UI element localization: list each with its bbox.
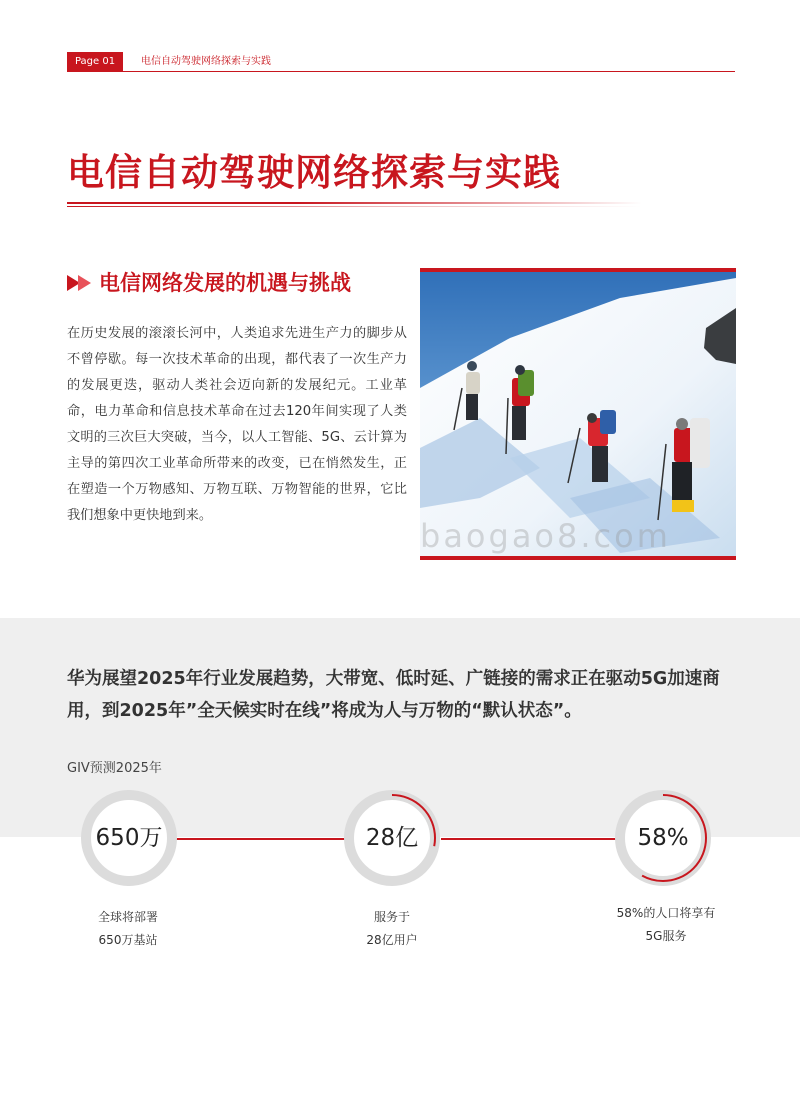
section-title: 电信网络发展的机遇与挑战 <box>99 271 351 295</box>
stat-description <box>53 906 203 952</box>
stat-circle-users <box>343 789 441 887</box>
stat-circle-base-stations <box>80 789 178 887</box>
stat-description-line: 5G服务 <box>645 929 687 943</box>
summary-text: 华为展望2025年行业发展趋势，大带宽、低时延、广链接的需求正在驱动5G加速商用，到2025年”全天候实时在线”将成为人与万物的“默认状态”。 <box>67 669 720 721</box>
page-header <box>67 52 735 72</box>
stat-description-line: 服务于 <box>373 910 410 924</box>
stat-value: 650万 <box>95 825 163 851</box>
stat-connector-line <box>441 838 633 840</box>
watermark-text: baogao8.com <box>420 517 671 555</box>
section-body-text: 在历史发展的滚滚长河中，人类追求先进生产力的脚步从不曾停歇。每一次技术革命的出现，都代表了一次生产力的发展更迭，驱动人类社会迈向新的发展纪元。工业革命，电力革命和信息技术革命在过去120年间实现了人类文明的三次巨大突破，当今，以人工智能、5G、云计算为主导的第四次工业革命所带来的改变，已在悄然发生，正在塑造一个万物感知、万物互联、万物智能的世界，它比我们想象中更快地到来。 <box>67 326 407 523</box>
title-underline <box>67 202 642 207</box>
stat-description <box>591 902 741 948</box>
stat-description <box>317 906 467 952</box>
forecast-label: GIV预测2025年 <box>67 761 162 776</box>
header-title: 电信自动驾驶网络探索与实践 <box>141 56 271 67</box>
stat-value: 58% <box>637 825 689 851</box>
stat-description-line: 58%的人口将享有 <box>616 906 716 920</box>
stat-description-line: 650万基站 <box>98 933 158 947</box>
stat-circle-population <box>614 789 712 887</box>
stat-connector-line <box>173 838 353 840</box>
stat-value: 28亿 <box>365 825 419 851</box>
page-title: 电信自动驾驶网络探索与实践 <box>67 151 561 194</box>
stat-description-line: 全球将部署 <box>97 910 158 924</box>
page-number-tag: Page 01 <box>67 52 123 72</box>
double-right-arrow-icon <box>67 275 93 291</box>
stat-description-line: 28亿用户 <box>366 933 418 947</box>
